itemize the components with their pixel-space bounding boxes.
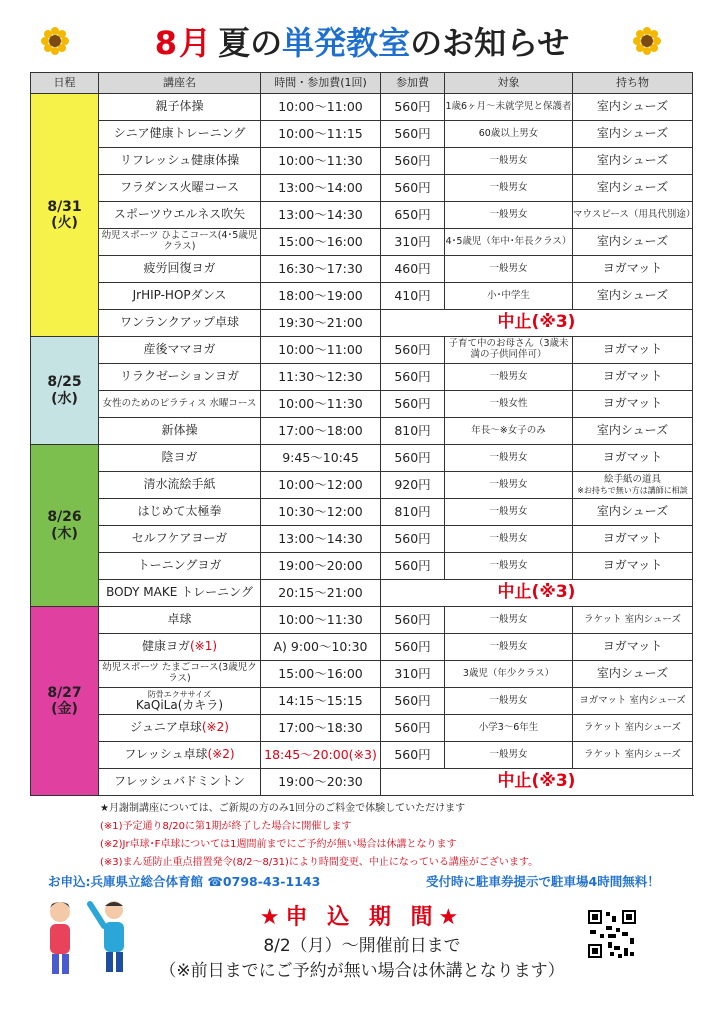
course-name: 疲労回復ヨガ [99, 256, 261, 283]
course-fee: 310円 [381, 661, 445, 688]
header-date: 日程 [31, 73, 99, 94]
course-fee: 560円 [381, 688, 445, 715]
course-time: 19:00～20:00 [261, 553, 381, 580]
course-items: ラケット 室内シューズ [573, 715, 693, 742]
course-fee: 810円 [381, 499, 445, 526]
course-target: 一般男女 [445, 472, 573, 499]
course-name-cell [99, 742, 261, 769]
course-target: 一般男女 [445, 688, 573, 715]
note-line: (※2)Jr卓球･F卓球については1週間前までにご予約が無い場合は休講となります [100, 839, 457, 850]
course-name-cell [99, 715, 261, 742]
course-target: 一般男女 [445, 202, 573, 229]
course-note-mark: (※2) [207, 747, 235, 762]
course-items: ラケット 室内シューズ [573, 742, 693, 769]
course-name: 女性のためのピラティス 水曜コース [99, 391, 261, 418]
course-items: 室内シューズ [573, 418, 693, 445]
course-items: ヨガマット [573, 553, 693, 580]
cancel-notice: 中止(※3) [381, 769, 693, 796]
course-items: ヨガマット [573, 256, 693, 283]
course-name: 親子体操 [99, 94, 261, 121]
course-items: マウスピース（用具代別途） [573, 202, 693, 229]
table-row [31, 283, 693, 310]
course-time: 13:00～14:30 [261, 526, 381, 553]
course-name: 産後ママヨガ [99, 337, 261, 364]
table-row [31, 445, 693, 472]
apply-contact: お申込:兵庫県立総合体育館 ☎0798-43-1143 [48, 874, 321, 889]
course-time: 19:30～21:00 [261, 310, 381, 337]
course-target: 一般男女 [445, 742, 573, 769]
course-items: ヨガマット [573, 391, 693, 418]
table-row [31, 391, 693, 418]
table-row [31, 715, 693, 742]
table-row [31, 553, 693, 580]
table-row [31, 688, 693, 715]
course-items: 室内シューズ [573, 175, 693, 202]
sunflower-icon [40, 26, 70, 56]
course-name-cell [99, 634, 261, 661]
table-row [31, 337, 693, 364]
header-time: 時間・参加費(1回) [261, 73, 381, 94]
course-fee: 560円 [381, 715, 445, 742]
course-fee: 560円 [381, 148, 445, 175]
table-row [31, 364, 693, 391]
course-name: ワンランクアップ卓球 [99, 310, 261, 337]
course-name: トーニングヨガ [99, 553, 261, 580]
course-target: 60歳以上男女 [445, 121, 573, 148]
course-items: 室内シューズ [573, 661, 693, 688]
course-items: ラケット 室内シューズ [573, 607, 693, 634]
course-name: JrHIP-HOPダンス [99, 283, 261, 310]
course-name: リフレッシュ健康体操 [99, 148, 261, 175]
cancel-notice: 中止(※3) [381, 310, 693, 337]
weekday-label: (金) [51, 701, 78, 717]
course-target: 4･5歳児（年中･年長クラス） [445, 229, 573, 256]
course-target: 一般男女 [445, 256, 573, 283]
course-time: 10:00～12:00 [261, 472, 381, 499]
course-items: 室内シューズ [573, 499, 693, 526]
course-time: 13:00～14:30 [261, 202, 381, 229]
title-month: 8月 [154, 24, 214, 62]
course-fee: 560円 [381, 526, 445, 553]
course-target: 小･中学生 [445, 283, 573, 310]
title-part2: 単発教室 [282, 24, 411, 62]
course-target: 子育て中のお母さん（3歳未満の子供同伴可） [445, 337, 573, 364]
course-target: 1歳6ヶ月～未就学児と保護者 [445, 94, 573, 121]
course-fee: 460円 [381, 256, 445, 283]
course-time: 17:00～18:30 [261, 715, 381, 742]
note-line: (※3)まん延防止重点措置発令(8/2～8/31)により時間変更、中止になっている講座がございます。 [100, 857, 539, 868]
course-time: 10:00～11:30 [261, 607, 381, 634]
course-fee: 410円 [381, 283, 445, 310]
course-name: KaQiLa(カキラ) [135, 697, 224, 712]
course-fee: 560円 [381, 175, 445, 202]
table-row [31, 742, 693, 769]
course-time: 10:00～11:30 [261, 391, 381, 418]
table-row [31, 310, 693, 337]
table-row [31, 580, 693, 607]
schedule-table [30, 72, 696, 796]
course-fee: 560円 [381, 553, 445, 580]
course-time: 20:15～21:00 [261, 580, 381, 607]
course-name: フレッシュバドミントン [99, 769, 261, 796]
course-name: はじめて太極拳 [99, 499, 261, 526]
note-line: ★月謝制講座については、ご新規の方のみ1回分のご料金で体験していただけます [100, 803, 466, 814]
course-time: 9:45～10:45 [261, 445, 381, 472]
course-fee: 920円 [381, 472, 445, 499]
table-row [31, 661, 693, 688]
sunflower-icon [632, 26, 662, 56]
course-fee: 650円 [381, 202, 445, 229]
title-part1: 夏の [218, 24, 283, 62]
date-cell [31, 607, 99, 796]
table-row [31, 202, 693, 229]
note-line: (※1)予定通り8/20に第1期が終了した場合に開催します [100, 821, 352, 832]
course-time: 16:30～17:30 [261, 256, 381, 283]
period-heading: ★申 込 期 間★ [259, 905, 465, 930]
date-cell [31, 94, 99, 337]
notes [100, 800, 538, 872]
cancel-notice: 中止(※3) [381, 580, 693, 607]
course-time: 18:45～20:00(※3) [261, 742, 381, 769]
table-row [31, 121, 693, 148]
table-row [31, 634, 693, 661]
course-name: 清水流絵手紙 [99, 472, 261, 499]
header-target: 対象 [445, 73, 573, 94]
course-items: ヨガマット [573, 337, 693, 364]
table-row [31, 607, 693, 634]
items-main: 絵手紙の道具 [603, 473, 661, 485]
course-fee: 560円 [381, 742, 445, 769]
title-part3: のお知らせ [410, 24, 570, 62]
course-time: 14:15～15:15 [261, 688, 381, 715]
period-note: （※前日までにご予約が無い場合は休講となります） [159, 961, 565, 981]
course-name: リラクゼーションヨガ [99, 364, 261, 391]
course-time: 15:00～16:00 [261, 661, 381, 688]
date-cell [31, 337, 99, 445]
course-name-prefix: 防骨エクササイズ [147, 689, 212, 699]
header-course: 講座名 [99, 73, 261, 94]
date-cell [31, 445, 99, 607]
course-time: 18:00～19:00 [261, 283, 381, 310]
header-items: 持ち物 [573, 73, 693, 94]
course-items: 室内シューズ [573, 121, 693, 148]
course-time: 17:00～18:00 [261, 418, 381, 445]
weekday-label: (火) [51, 215, 78, 231]
course-time: 10:00～11:00 [261, 94, 381, 121]
course-items: 室内シューズ [573, 283, 693, 310]
course-fee: 560円 [381, 391, 445, 418]
course-time: 13:00～14:00 [261, 175, 381, 202]
header-fee: 参加費 [381, 73, 445, 94]
table-row [31, 256, 693, 283]
course-time: 10:00～11:30 [261, 148, 381, 175]
table-row [31, 499, 693, 526]
course-time: 15:00～16:00 [261, 229, 381, 256]
table-row [31, 175, 693, 202]
course-name: フラダンス火曜コース [99, 175, 261, 202]
course-fee: 560円 [381, 364, 445, 391]
page-title [0, 18, 724, 68]
course-items: ヨガマット [573, 445, 693, 472]
course-time: 10:00～11:00 [261, 337, 381, 364]
course-target: 一般男女 [445, 364, 573, 391]
course-name: スポーツウエルネス吹矢 [99, 202, 261, 229]
course-time: 10:00～11:15 [261, 121, 381, 148]
course-name: シニア健康トレーニング [99, 121, 261, 148]
date-label: 8/31 [47, 198, 82, 215]
table-row [31, 94, 693, 121]
course-name: 健康ヨガ [141, 639, 190, 654]
course-items: ヨガマット [573, 364, 693, 391]
course-name: ジュニア卓球 [130, 720, 202, 735]
course-name: BODY MAKE トレーニング [99, 580, 261, 607]
course-name: セルフケアヨーガ [99, 526, 261, 553]
date-label: 8/27 [47, 684, 82, 701]
course-target: 一般男女 [445, 499, 573, 526]
date-label: 8/26 [47, 509, 82, 526]
course-fee: 560円 [381, 607, 445, 634]
period-dates: 8/2（月）～開催前日まで [263, 936, 461, 956]
course-fee: 310円 [381, 229, 445, 256]
course-target: 小学3～6年生 [445, 715, 573, 742]
date-label: 8/25 [47, 374, 82, 391]
course-target: 一般男女 [445, 553, 573, 580]
course-name: フレッシュ卓球 [124, 747, 208, 762]
course-target: 年長～※女子のみ [445, 418, 573, 445]
course-target: 一般男女 [445, 175, 573, 202]
course-target: 3歳児（年少クラス） [445, 661, 573, 688]
course-items: 室内シューズ [573, 94, 693, 121]
qr-code[interactable] [586, 908, 638, 960]
course-name: 幼児スポーツ ひよこコース(4･5歳児クラス) [99, 229, 261, 256]
course-target: 一般男女 [445, 607, 573, 634]
table-row [31, 769, 693, 796]
course-items: ヨガマット [573, 526, 693, 553]
course-items [573, 472, 693, 499]
parking-notice: 受付時に駐車券提示で駐車場4時間無料！ [426, 874, 660, 889]
course-time: 10:30～12:00 [261, 499, 381, 526]
course-fee: 560円 [381, 121, 445, 148]
course-time: 11:30～12:30 [261, 364, 381, 391]
course-name: 幼児スポーツ たまごコース(3歳児クラス) [99, 661, 261, 688]
items-note: ※お持ちで無い方は講師に相談 [577, 485, 688, 495]
course-target: 一般女性 [445, 391, 573, 418]
course-target: 一般男女 [445, 445, 573, 472]
course-target: 一般男女 [445, 526, 573, 553]
table-row [31, 526, 693, 553]
table-row [31, 472, 693, 499]
course-name: 新体操 [99, 418, 261, 445]
weekday-label: (木) [51, 525, 78, 542]
course-fee: 560円 [381, 634, 445, 661]
course-name: 陰ヨガ [99, 445, 261, 472]
course-items: 室内シューズ [573, 229, 693, 256]
course-target: 一般男女 [445, 148, 573, 175]
course-fee: 560円 [381, 445, 445, 472]
course-items: ヨガマット 室内シューズ [573, 688, 693, 715]
table-row [31, 148, 693, 175]
course-time: A) 9:00～10:30 [261, 634, 381, 661]
course-name: 卓球 [99, 607, 261, 634]
table-row [31, 229, 693, 256]
course-fee: 560円 [381, 337, 445, 364]
course-fee: 560円 [381, 94, 445, 121]
table-row [31, 418, 693, 445]
course-target: 一般男女 [445, 634, 573, 661]
course-note-mark: (※1) [189, 639, 218, 654]
course-items: ヨガマット [573, 634, 693, 661]
course-note-mark: (※2) [201, 720, 229, 735]
course-fee: 810円 [381, 418, 445, 445]
course-time: 19:00～20:30 [261, 769, 381, 796]
course-items: 室内シューズ [573, 148, 693, 175]
weekday-label: (水) [51, 390, 78, 407]
course-name-cell [99, 688, 261, 715]
